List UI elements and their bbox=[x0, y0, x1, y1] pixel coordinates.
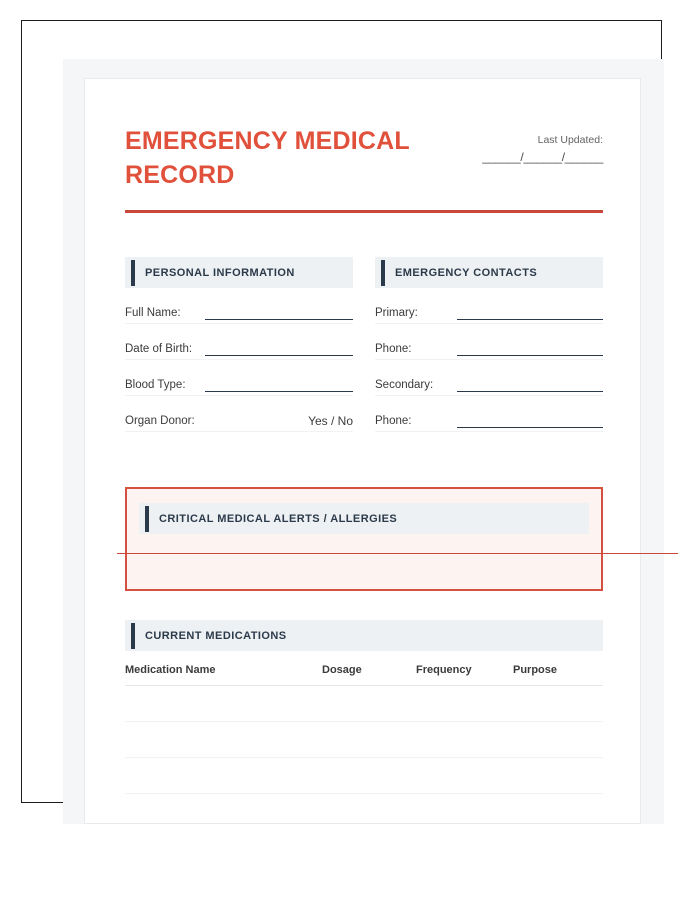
title-divider-rule bbox=[125, 210, 603, 213]
accent-bar-icon bbox=[131, 260, 135, 286]
cell-purpose[interactable] bbox=[513, 686, 603, 722]
cell-dosage[interactable] bbox=[322, 686, 416, 722]
cell-frequency[interactable] bbox=[416, 758, 513, 794]
field-label-primary-phone: Phone: bbox=[375, 343, 412, 355]
table-row[interactable] bbox=[125, 758, 603, 794]
table-row[interactable] bbox=[125, 722, 603, 758]
field-label-date-of-birth: Date of Birth: bbox=[125, 343, 193, 355]
column-header-frequency: Frequency bbox=[416, 664, 513, 686]
section-header-personal-information bbox=[125, 257, 353, 288]
column-header-purpose: Purpose bbox=[513, 664, 603, 686]
field-row-blood-type[interactable] bbox=[125, 374, 353, 396]
field-row-organ-donor[interactable] bbox=[125, 410, 353, 432]
cell-medication-name[interactable] bbox=[125, 686, 322, 722]
field-label-secondary-contact: Secondary: bbox=[375, 379, 434, 391]
field-label-organ-donor: Organ Donor: bbox=[125, 415, 195, 427]
table-header-row bbox=[125, 664, 603, 686]
last-updated-label: Last Updated: bbox=[537, 134, 603, 146]
page-title: EMERGENCY MEDICAL RECORD bbox=[125, 127, 410, 189]
cell-purpose[interactable] bbox=[513, 722, 603, 758]
section-critical-medical-alerts bbox=[125, 487, 603, 591]
cell-frequency[interactable] bbox=[416, 722, 513, 758]
field-label-secondary-phone: Phone: bbox=[375, 415, 412, 427]
section-personal-information bbox=[125, 257, 353, 432]
section-title-critical-alerts: CRITICAL MEDICAL ALERTS / ALLERGIES bbox=[159, 512, 398, 525]
section-header-emergency-contacts bbox=[375, 257, 603, 288]
document-content bbox=[125, 124, 603, 824]
two-column-area bbox=[125, 257, 603, 432]
cell-purpose[interactable] bbox=[513, 758, 603, 794]
accent-bar-icon bbox=[381, 260, 385, 286]
field-input-date-of-birth[interactable] bbox=[205, 342, 353, 356]
cell-frequency[interactable] bbox=[416, 686, 513, 722]
cell-medication-name[interactable] bbox=[125, 794, 322, 825]
field-label-blood-type: Blood Type: bbox=[125, 379, 186, 391]
field-choice-organ-donor[interactable]: Yes / No bbox=[308, 414, 353, 428]
cell-dosage[interactable] bbox=[322, 722, 416, 758]
field-row-primary-phone[interactable] bbox=[375, 338, 603, 360]
cell-medication-name[interactable] bbox=[125, 758, 322, 794]
last-updated-block bbox=[463, 133, 603, 165]
field-label-full-name: Full Name: bbox=[125, 307, 181, 319]
field-input-full-name[interactable] bbox=[205, 306, 353, 320]
accent-bar-icon bbox=[131, 623, 135, 649]
cell-dosage[interactable] bbox=[322, 794, 416, 825]
last-updated-date-field[interactable]: ______/______/______ bbox=[482, 150, 603, 164]
field-input-secondary-phone[interactable] bbox=[457, 414, 603, 428]
field-label-primary-contact: Primary: bbox=[375, 307, 418, 319]
field-input-blood-type[interactable] bbox=[205, 378, 353, 392]
field-row-secondary-contact[interactable] bbox=[375, 374, 603, 396]
section-title-current-medications: CURRENT MEDICATIONS bbox=[145, 629, 287, 642]
section-title-emergency-contacts: EMERGENCY CONTACTS bbox=[395, 266, 538, 279]
field-row-primary-contact[interactable] bbox=[375, 302, 603, 324]
section-header-current-medications bbox=[125, 620, 603, 651]
field-row-secondary-phone[interactable] bbox=[375, 410, 603, 432]
field-row-date-of-birth[interactable] bbox=[125, 338, 353, 360]
column-header-dosage: Dosage bbox=[322, 664, 416, 686]
column-header-medication-name: Medication Name bbox=[125, 664, 322, 686]
field-input-primary-contact[interactable] bbox=[457, 306, 603, 320]
medications-table-body bbox=[125, 686, 603, 825]
document-sheet bbox=[84, 78, 641, 824]
section-emergency-contacts bbox=[375, 257, 603, 432]
table-row[interactable] bbox=[125, 794, 603, 825]
field-input-primary-phone[interactable] bbox=[457, 342, 603, 356]
table-row[interactable] bbox=[125, 686, 603, 722]
section-header-critical-alerts bbox=[139, 503, 589, 534]
document-header bbox=[125, 124, 603, 216]
cell-medication-name[interactable] bbox=[125, 722, 322, 758]
field-row-full-name[interactable] bbox=[125, 302, 353, 324]
medications-table bbox=[125, 664, 603, 824]
cell-frequency[interactable] bbox=[416, 794, 513, 825]
critical-alerts-write-line[interactable] bbox=[117, 553, 678, 554]
cell-dosage[interactable] bbox=[322, 758, 416, 794]
cell-purpose[interactable] bbox=[513, 794, 603, 825]
section-current-medications bbox=[125, 620, 603, 824]
field-input-secondary-contact[interactable] bbox=[457, 378, 603, 392]
section-title-personal-information: PERSONAL INFORMATION bbox=[145, 266, 295, 279]
accent-bar-icon bbox=[145, 506, 149, 532]
browser-viewport-frame bbox=[21, 20, 662, 803]
